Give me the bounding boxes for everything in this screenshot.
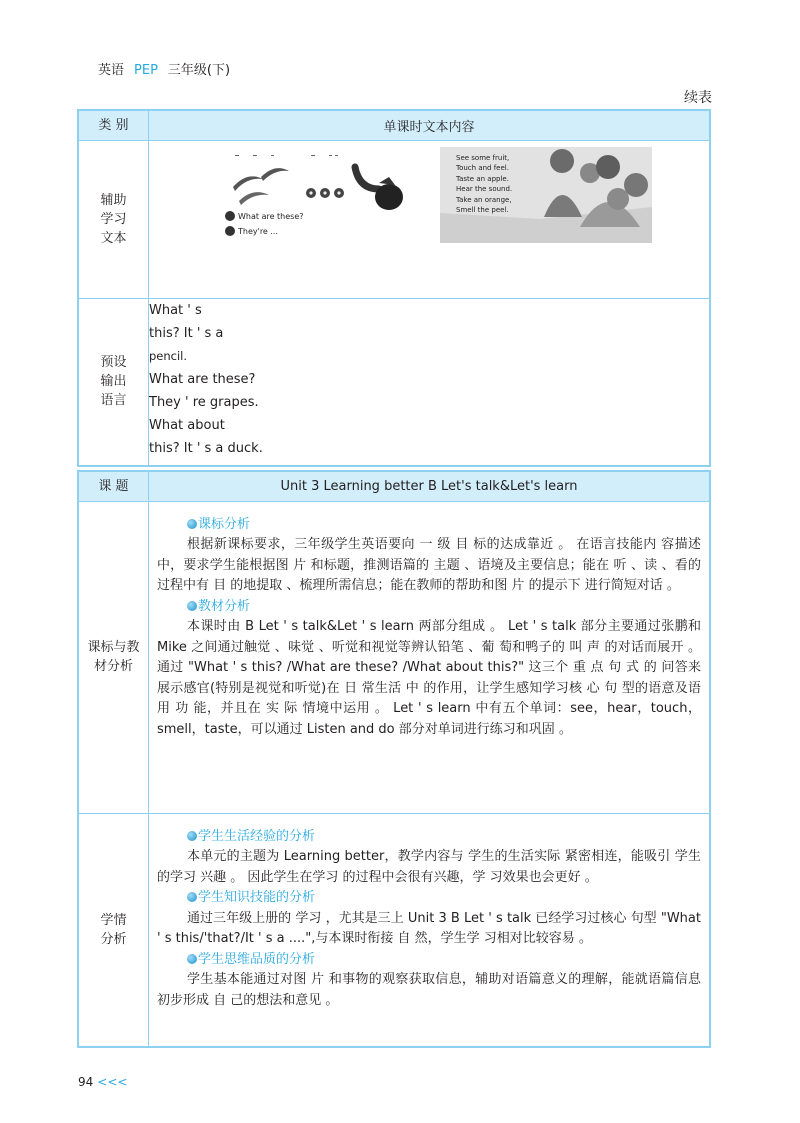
- children-illustration: [440, 147, 652, 243]
- bullet-icon: [187, 892, 197, 902]
- page-number: 94: [78, 1075, 94, 1089]
- header-edition: PEP: [134, 63, 158, 78]
- section-title: 学生思维品质的分析: [187, 950, 701, 971]
- head-category: 类 别: [78, 110, 149, 140]
- section-text: 本单元的主题为 Learning better，教学内容与 学生的生活实际 紧密相连，能吸引 学生的学习 兴趣 。 因此学生在学习 的过程中会很有兴趣，学 习效果也会更好 。: [157, 849, 701, 885]
- aux-text-row: [78, 140, 710, 298]
- output-line: What are these?: [149, 371, 256, 387]
- head-topic-value: Unit 3 Learning better B Let's talk&Let's learn: [149, 471, 711, 501]
- output-line: this? It ' s a duck.: [149, 440, 263, 456]
- output-language-cell: [149, 298, 711, 466]
- textbook-illustration: [231, 155, 431, 217]
- head-topic: 课 题: [78, 471, 149, 501]
- bullet-icon: [187, 519, 197, 529]
- aux-poem: See some fruit, Touch and feel. Taste an apple. Hear the sound. Take an orange, Smell the peel.: [456, 153, 513, 214]
- section-text: 根据新课标要求，三年级学生英语要向 一 级 目 标的达成靠近 。 在语言技能内 容描述中，要求学生能根据图 片 和标题，推测语篇的 主题 、语境及主要信息；能在 听 、读 、看的过程中有 目 的地提取 、梳理所需信息；能在教师的帮助和图 片 的提示下 进行简短对话 。: [157, 537, 701, 593]
- aux-label: 辅助学习文本: [78, 140, 149, 298]
- bullet-icon: [187, 831, 197, 841]
- section-text: 通过三年级上册的 学习 ，尤其是三上 Unit 3 B Let ' s talk 已经学习过核心 句型 "What ' s this/'that?/It ' s a ....",与本课时衔接 自 然，学生学 习相对比较容易 。: [157, 910, 701, 946]
- output-line: What ' s: [149, 302, 202, 318]
- aux-qa-answer: They're ...: [238, 226, 279, 236]
- section-text: 本课时由 B Let ' s talk&Let ' s learn 两部分组成 。 Let ' s talk 部分主要通过张鹏和 Mike 之间通过触觉 、味觉 、听觉和视觉等辨认铅笔 、葡 萄和鸭子的 叫 声 的对话而展开 。 通过 "What ' s this? /What are these? /What about this?" 这三个 重 点 句 式 的 问答来展示感官(特别是视觉和听觉)在 日 常生活 中 的作用，让学生感知学习核 心 句 型的语意及语用 功 能，并且在 实 际 情境中运用 。 Let ' s learn 中有五个单词：see，hear，touch，smell，taste，可以通过 Listen and do 部分对单词进行练习和巩固 。: [157, 619, 701, 737]
- aux-qa-question: What are these?: [238, 211, 304, 221]
- header-grade: 三年级(下): [167, 63, 231, 78]
- bullet-icon: [187, 954, 197, 964]
- aux-qa: [225, 209, 304, 239]
- curriculum-label: 课标与教材分析: [78, 501, 149, 813]
- curriculum-analysis-row: [78, 501, 710, 813]
- page-arrows: <<<: [97, 1075, 128, 1089]
- girl-avatar-icon: [225, 226, 235, 236]
- continued-label: 续表: [684, 90, 712, 106]
- text-content-table: [77, 109, 711, 467]
- output-line: They ' re grapes.: [149, 394, 259, 410]
- learner-analysis-row: [78, 813, 710, 1047]
- section-title: 教材分析: [187, 597, 701, 618]
- section-text: 学生基本能通过对图 片 和事物的观察获取信息，辅助对语篇意义的理解，能就语篇信息初步形成 自 己的想法和意见 。: [157, 972, 701, 1008]
- page-footer: [78, 1075, 127, 1089]
- table2-head-row: [78, 471, 710, 501]
- section-title: 学生生活经验的分析: [187, 827, 701, 848]
- output-line: What about: [149, 417, 225, 433]
- aux-text-cell: [149, 140, 711, 298]
- table1-head-row: [78, 110, 710, 140]
- curriculum-cell: [149, 501, 711, 813]
- learner-label: 学情分析: [78, 813, 149, 1047]
- section-title: 学生知识技能的分析: [187, 888, 701, 909]
- learner-cell: [149, 813, 711, 1047]
- textbook-photo: [440, 147, 652, 243]
- boy-avatar-icon: [225, 211, 235, 221]
- section-title: 课标分析: [187, 515, 701, 536]
- header-subject: 英语: [98, 63, 125, 78]
- output-language-row: [78, 298, 710, 466]
- output-line: this? It ' s a: [149, 325, 224, 341]
- head-content: 单课时文本内容: [149, 110, 711, 140]
- page-header: [98, 59, 230, 78]
- bullet-icon: [187, 601, 197, 611]
- output-label: 预设输出语言: [78, 298, 149, 466]
- output-line: pencil.: [149, 348, 188, 363]
- analysis-table: [77, 470, 711, 1048]
